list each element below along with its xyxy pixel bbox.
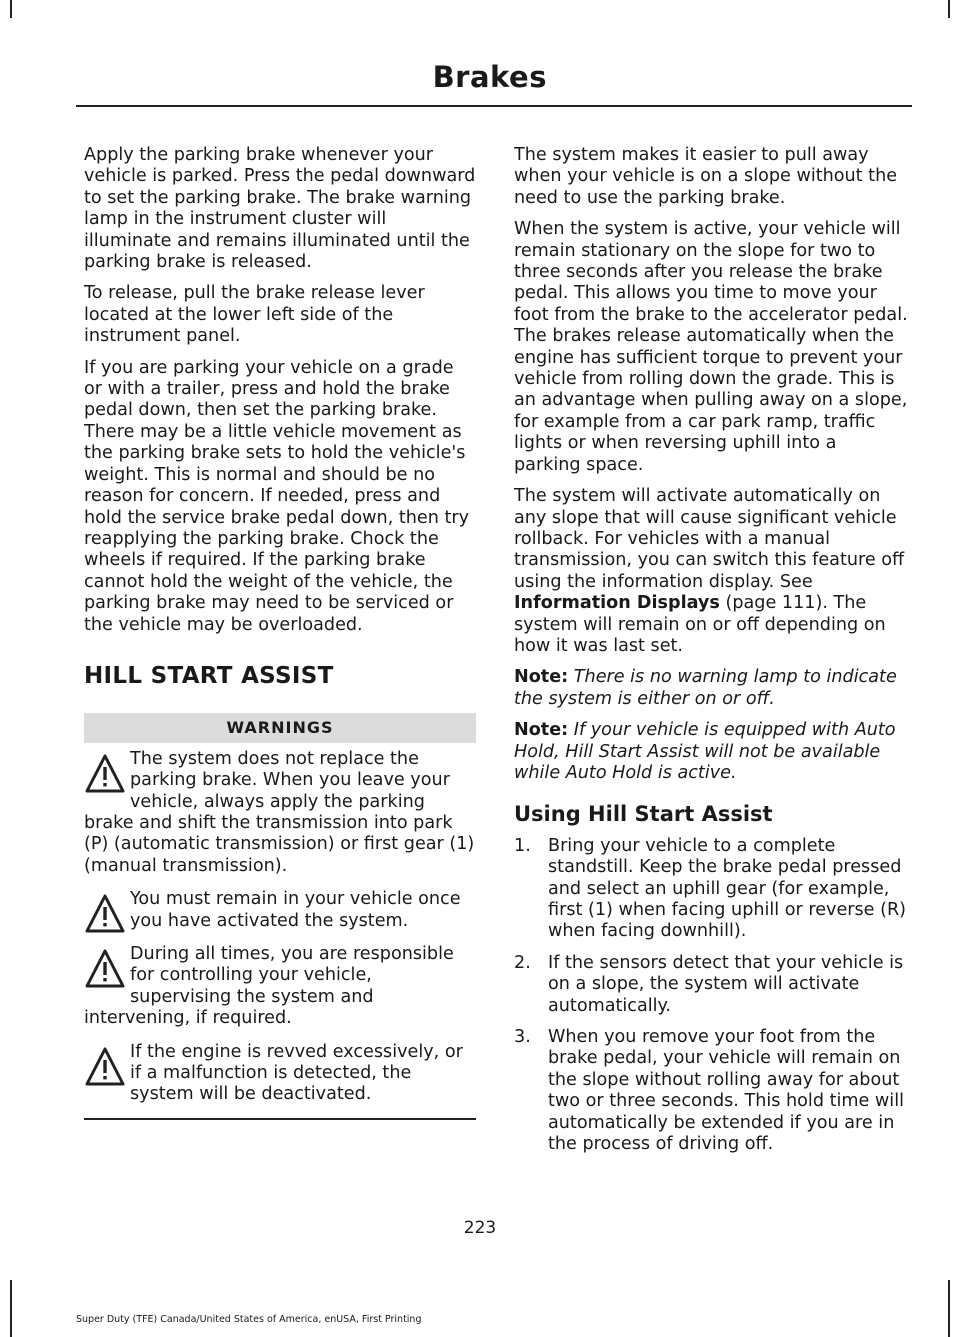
cross-reference-link[interactable]: Information Displays — [514, 593, 720, 614]
page-header-title: Brakes — [432, 60, 547, 94]
warning-triangle-icon — [84, 753, 126, 797]
paragraph-pull-away: The system makes it easier to pull away when your vehicle is on a slope without the need to use the parking brake. — [514, 145, 898, 208]
subsection-title: Using Hill Start Assist — [514, 802, 773, 827]
note-warning-lamp — [514, 667, 908, 710]
warning-triangle-icon — [84, 948, 126, 992]
step-text: Bring your vehicle to a complete standstill. Keep the brake pedal pressed and select an uphill gear (for example, first (1) when facing uphill or reverse (R) when facing downhill). — [548, 835, 907, 942]
activation-text: The system will activate automatically on any slope that will cause significant vehicle rollback. For vehicles with a manual transmission, you can switch this feature off using the information display. See — [514, 486, 905, 592]
activation-text-end: The system will remain on or off depending on how it was last set. — [514, 593, 886, 656]
section-title: HILL START ASSIST — [84, 662, 334, 689]
warning-item — [84, 1042, 476, 1106]
crop-mark-top-left — [10, 0, 12, 18]
page-number: 223 — [463, 1218, 497, 1238]
warning-triangle-icon — [84, 1046, 126, 1090]
note-text: There is no warning lamp to indicate the system is either on or off. — [514, 667, 897, 709]
warning-item — [84, 889, 476, 932]
step-number: 2. — [514, 952, 531, 973]
step-text: If the sensors detect that your vehicle is on a slope, the system will activate automatically. — [548, 952, 904, 1016]
crop-mark-bottom-right — [948, 1280, 950, 1337]
paragraph-release: To release, pull the brake release lever located at the lower left side of the instrument panel. — [84, 283, 425, 347]
note-label: Note: — [514, 720, 569, 741]
note-auto-hold — [514, 720, 908, 784]
warning-text: You must remain in your vehicle once you have activated the system. — [130, 889, 461, 931]
warning-text: During all times, you are responsible for controlling your vehicle, supervising the system and intervening, if required. — [84, 944, 454, 1029]
warning-text: The system does not replace the parking brake. When you leave your vehicle, always apply the parking brake and shift the transmission into park (P) (automatic transmission) or first gear (1) (manual transmission). — [84, 748, 475, 876]
header-divider — [76, 105, 912, 107]
warning-text: If the engine is revved excessively, or if a malfunction is detected, the system will be deactivated. — [130, 1041, 463, 1105]
warnings-heading: WARNINGS — [84, 713, 476, 742]
list-item — [514, 953, 908, 1017]
crop-mark-top-right — [948, 0, 950, 18]
crop-mark-bottom-left — [10, 1280, 12, 1337]
list-item — [514, 836, 908, 943]
note-text: If your vehicle is equipped with Auto Hold, Hill Start Assist will not be available while Auto Hold is active. — [514, 720, 896, 783]
footer-text: Super Duty (TFE) Canada/United States of America, enUSA, First Printing — [76, 1314, 422, 1325]
warning-item — [84, 749, 476, 877]
step-number: 1. — [514, 835, 531, 856]
paragraph-activation — [514, 486, 908, 657]
warning-triangle-icon — [84, 893, 126, 937]
paragraph-parking-brake: Apply the parking brake whenever your vehicle is parked. Press the pedal downward to set the parking brake. The brake warning lamp in the instrument cluster will illuminate and remains illuminated until the parking brake is released. — [84, 145, 476, 273]
step-text: When you remove your foot from the brake pedal, your vehicle will remain on the slope without rolling away for about two or three seconds. This hold time will automatically be extended if you are in the process of driving off. — [548, 1027, 904, 1155]
warnings-end-rule — [84, 1118, 476, 1120]
list-item — [514, 1027, 908, 1155]
right-column — [514, 145, 908, 1165]
steps-list — [514, 836, 908, 1156]
step-number: 3. — [514, 1027, 531, 1048]
paragraph-system-active: When the system is active, your vehicle will remain stationary on the slope for two to three seconds after you release the brake pedal. This allows you time to move your foot from the brake to the accelerator pedal. The brakes release automatically when the engine has sufficient torque to prevent your vehicle from rolling down the grade. This is an advantage when pulling away on a slope, for example from a car park ramp, traffic lights or when reversing uphill into a parking space. — [514, 219, 908, 475]
paragraph-grade: If you are parking your vehicle on a grade or with a trailer, press and hold the brake pedal down, then set the parking brake. There may be a little vehicle movement as the parking brake sets to hold the vehicle's weight. This is normal and should be no reason for concern. If needed, press and hold the service brake pedal down, then try reapplying the parking brake. Chock the wheels if required. If the parking brake cannot hold the weight of the vehicle, the parking brake may need to be serviced or the vehicle may be overloaded. — [84, 357, 470, 635]
warning-item — [84, 944, 476, 1030]
left-column — [84, 145, 476, 1120]
note-label: Note: — [514, 667, 569, 688]
cross-reference-page: (page 111). — [719, 593, 828, 614]
